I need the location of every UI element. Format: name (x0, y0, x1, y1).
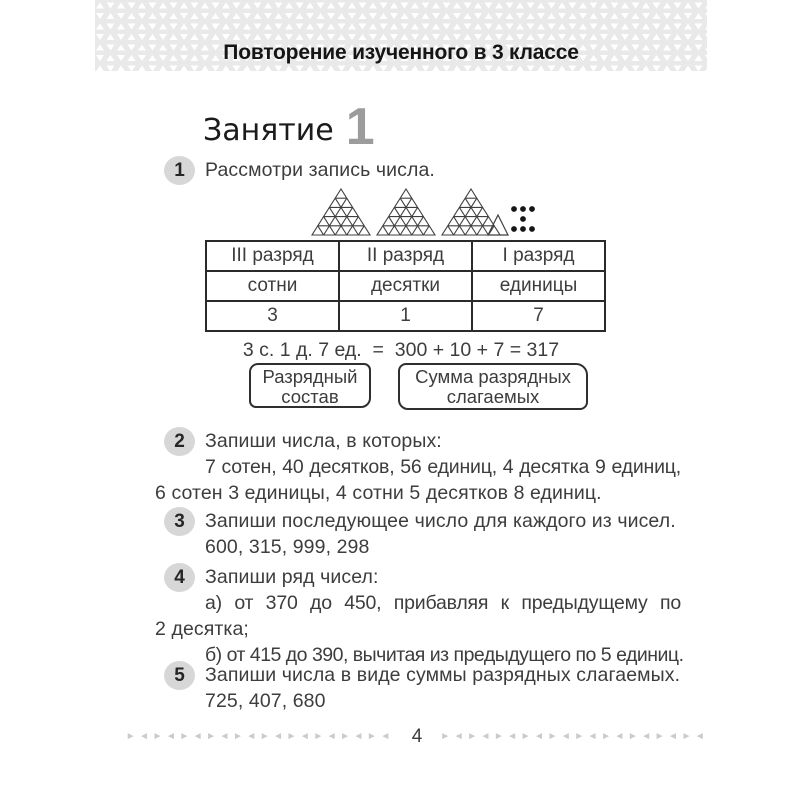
exercise-5-head: Запиши числа в виде суммы разрядных слагаемых. (205, 664, 681, 686)
exercise-4-head: Запиши ряд чисел: (205, 566, 379, 588)
exercise-5-badge: 5 (164, 661, 195, 690)
table-row-names (206, 271, 605, 301)
table-row-values (206, 301, 605, 331)
exercise-4-badge: 4 (164, 563, 195, 592)
table-cell: единицы (472, 271, 605, 301)
lesson-number: 1 (345, 98, 375, 156)
exercise-4-item-a-line2: 2 десятка; (155, 618, 249, 640)
chapter-title: Повторение изученного в 3 классе (223, 41, 579, 64)
callout-place-value-composition (249, 363, 371, 408)
table-cell: 7 (472, 301, 605, 331)
decomposition-equation: 3 с. 1 д. 7 ед. = 300 + 10 + 7 = 317 (242, 339, 560, 361)
units-dots (511, 206, 535, 232)
callout-line: состав (281, 386, 339, 407)
exercise-1-badge: 1 (164, 156, 195, 185)
footer-triangle-strip-left: ►◄►◄►◄►◄►◄►◄►◄►◄►◄►◄ (125, 731, 394, 742)
footer-triangle-strip-right: ►◄►◄►◄►◄►◄►◄►◄►◄►◄►◄ (440, 731, 709, 742)
exercise-3-head: Запиши последующее число для каждого из чисел. (205, 510, 676, 532)
exercise-2-head: Запиши числа, в которых: (205, 430, 442, 452)
exercise-3-line1: 600, 315, 999, 298 (205, 536, 370, 558)
page-number: 4 (411, 726, 423, 747)
exercise-2-line2: 6 сотен 3 единицы, 4 сотни 5 десятков 8 единиц. (155, 482, 602, 504)
exercise-2-badge: 2 (164, 427, 195, 456)
hundreds-triangle-1 (312, 189, 370, 235)
exercise-3-badge: 3 (164, 507, 195, 536)
exercise-2-line1: 7 сотен, 40 десятков, 56 единиц, 4 десятка 9 единиц, (205, 456, 681, 478)
hundreds-tens-units-graphic (310, 188, 540, 238)
table-cell: 1 (339, 301, 472, 331)
table-cell: десятки (339, 271, 472, 301)
lesson-heading (203, 98, 375, 156)
hundreds-triangle-2 (377, 189, 435, 235)
page-footer (125, 726, 709, 747)
lesson-label: Занятие (203, 113, 334, 149)
table-cell: сотни (206, 271, 339, 301)
exercise-5-line1: 725, 407, 680 (205, 690, 326, 712)
table-cell: I разряд (472, 241, 605, 271)
exercise-1-instruction: Рассмотри запись числа. (205, 159, 435, 181)
callout-sum-of-place-terms (398, 363, 588, 410)
place-value-table (205, 240, 606, 332)
callout-line: слагаемых (446, 386, 540, 407)
exercise-4-item-a-line1: а) от 370 до 450, прибавляя к предыдущему по (205, 592, 681, 614)
table-row-headers (206, 241, 605, 271)
table-cell: II разряд (339, 241, 472, 271)
exercise-4-item-b: б) от 415 до 390, вычитая из предыдущего по 5 единиц. (205, 644, 684, 666)
callout-line: Разрядный (262, 366, 358, 387)
table-cell: 3 (206, 301, 339, 331)
place-value-illustration (310, 188, 540, 238)
callout-line: Сумма разрядных (415, 366, 571, 387)
table-cell: III разряд (206, 241, 339, 271)
